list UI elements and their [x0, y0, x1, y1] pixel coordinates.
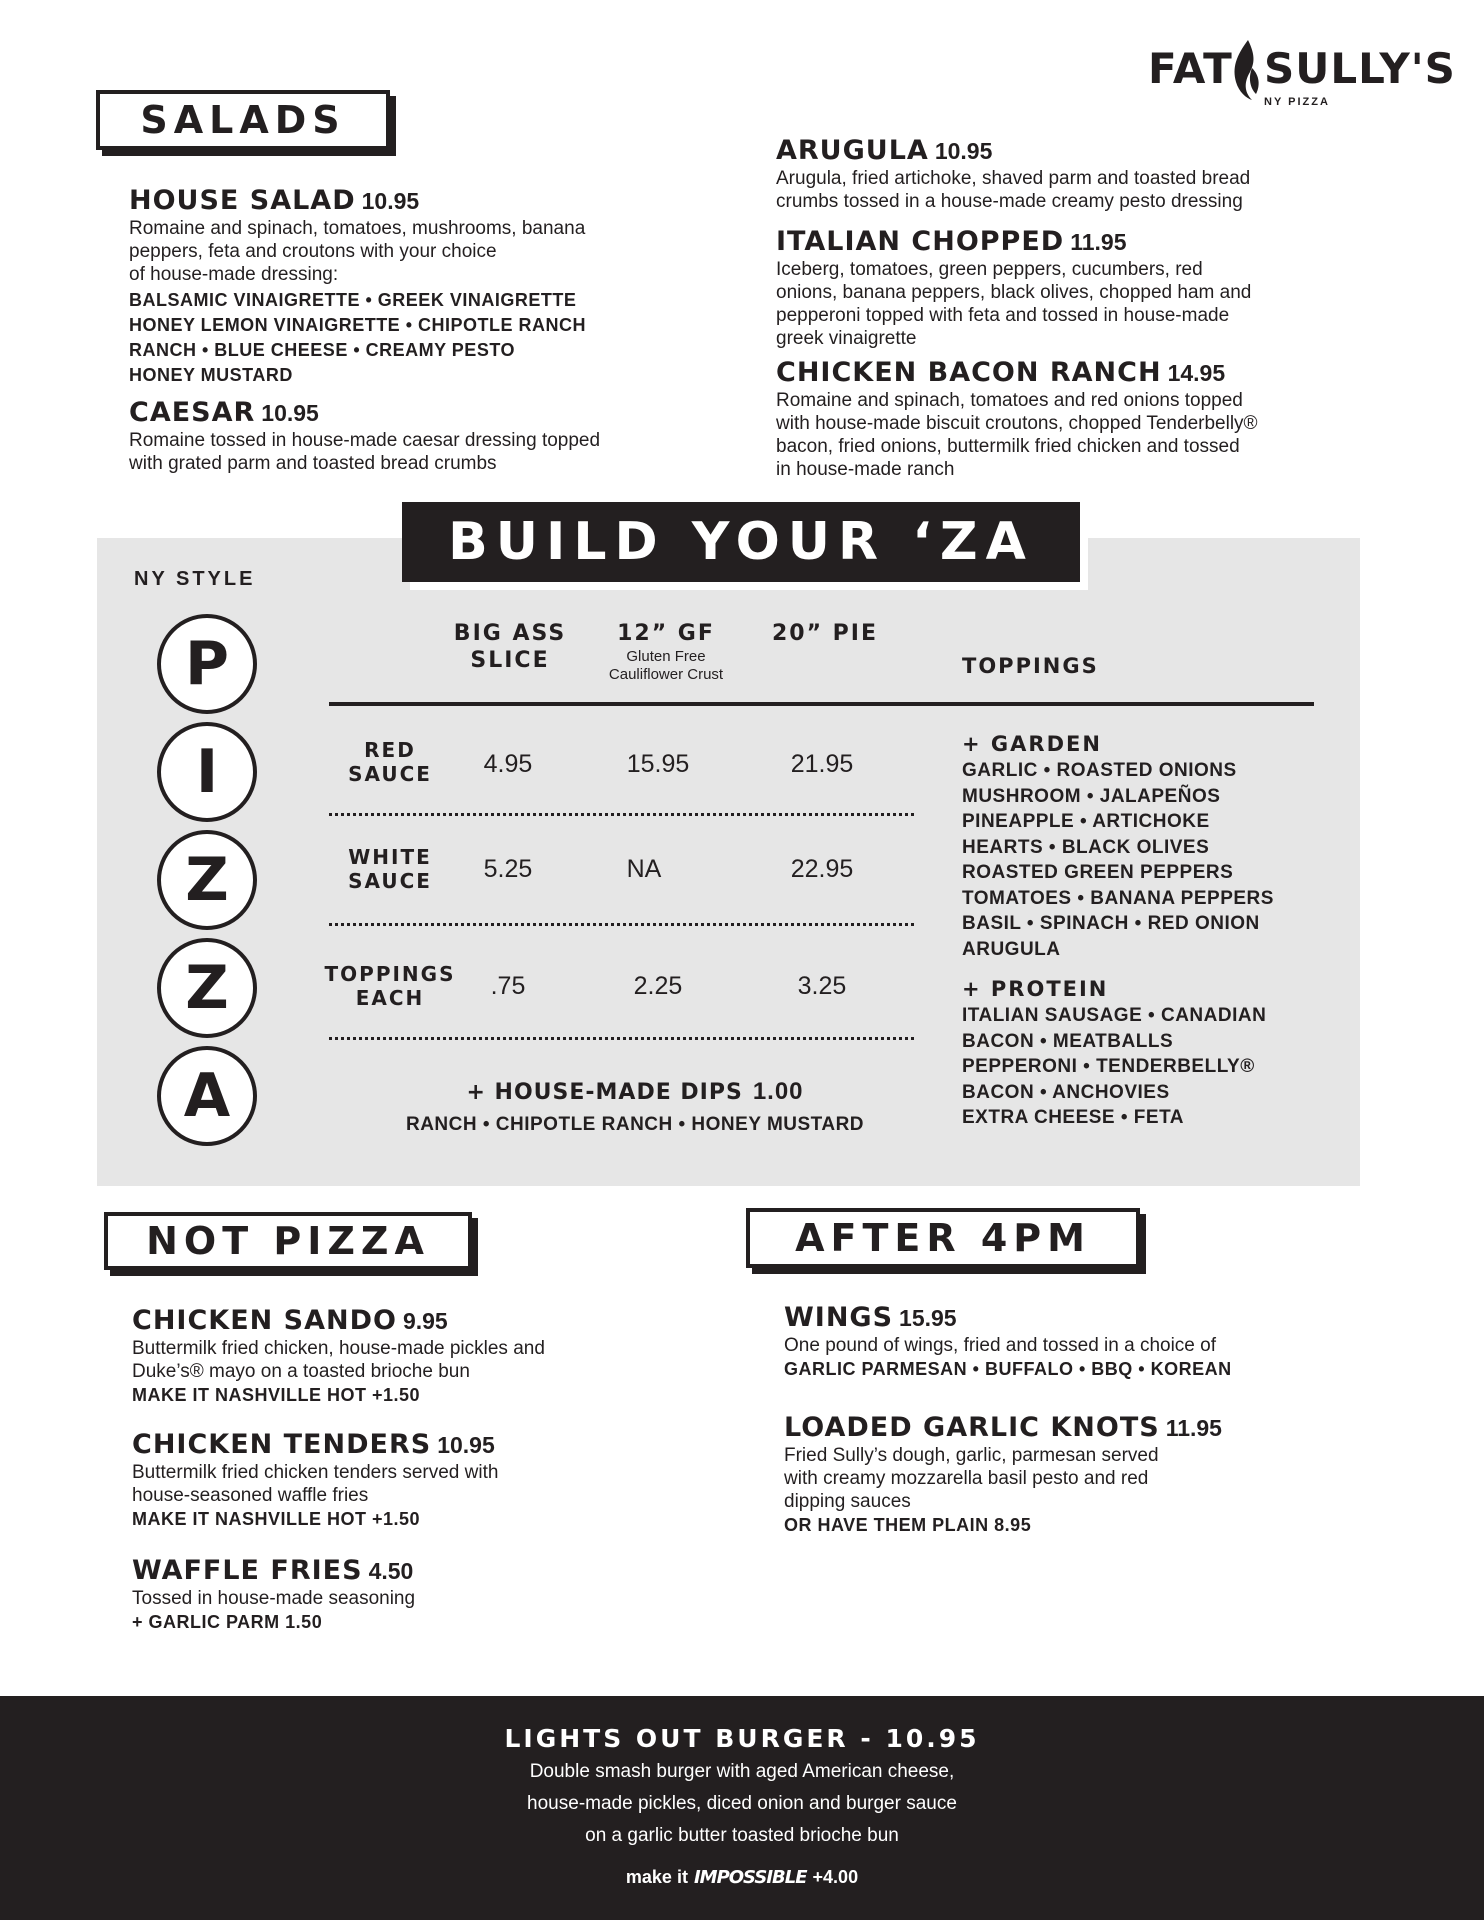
- item-desc-line: in house-made ranch: [776, 459, 955, 480]
- item-desc-line: dipping sauces: [784, 1491, 911, 1512]
- row-label-line: WHITE: [348, 845, 432, 869]
- item-extra: + GARLIC PARM 1.50: [132, 1612, 323, 1632]
- burger-desc-line: on a garlic butter toasted brioche bun: [585, 1825, 899, 1846]
- item-price: 15.95: [899, 1305, 957, 1331]
- pizza-letter-p: P: [157, 614, 257, 714]
- price-cell: 5.25: [483, 855, 533, 883]
- topping-line: HEARTS • BLACK OLIVES: [962, 836, 1210, 858]
- col-subhead-gf: [566, 648, 766, 684]
- item-price: 10.95: [437, 1432, 495, 1458]
- menu-item-wings: [784, 1302, 1384, 1382]
- menu-item-house-salad: [129, 185, 709, 388]
- garden-toppings: [962, 758, 1274, 962]
- after-4pm-heading: AFTER 4PM: [746, 1208, 1140, 1268]
- item-desc-line: Duke’s® mayo on a toasted brioche bun: [132, 1361, 470, 1382]
- row-label-red-sauce: [320, 738, 460, 786]
- burger-title: LIGHTS OUT BURGER - 10.95: [504, 1724, 980, 1753]
- col-head-slice: [440, 620, 580, 674]
- impossible-logo: IMPOSSIBLE: [693, 1867, 807, 1888]
- topping-line: ROASTED GREEN PEPPERS: [962, 862, 1234, 883]
- item-price: 10.95: [934, 138, 993, 164]
- item-name: CAESAR: [129, 397, 256, 428]
- burger-make-it: make it: [625, 1867, 688, 1887]
- topping-line: BACON • ANCHOVIES: [962, 1081, 1170, 1103]
- brand-name-right: SULLY'S: [1264, 44, 1456, 93]
- item-desc-line: One pound of wings, fried and tossed in a choice of: [784, 1335, 1216, 1356]
- header-rule: [329, 702, 1314, 706]
- item-desc-line: onions, banana peppers, black olives, chopped ham and: [776, 282, 1252, 303]
- topping-line: ITALIAN SAUSAGE • CANADIAN: [962, 1005, 1267, 1026]
- item-desc-line: pepperoni topped with feta and tossed in house-made: [776, 305, 1230, 326]
- dotted-divider: [329, 923, 914, 926]
- burger-upgrade-price: +4.00: [812, 1867, 859, 1887]
- item-desc-line: Buttermilk fried chicken tenders served with: [132, 1462, 499, 1483]
- menu-item-caesar: [129, 397, 709, 475]
- house-made-dips: [330, 1078, 940, 1136]
- row-label-line: SAUCE: [348, 869, 432, 893]
- item-name: HOUSE SALAD: [129, 185, 356, 216]
- item-name: CHICKEN SANDO: [132, 1305, 397, 1336]
- item-desc-line: Iceberg, tomatoes, green peppers, cucumbers, red: [776, 259, 1203, 280]
- build-heading: BUILD YOUR ‘ZA: [402, 502, 1080, 582]
- col-head-pie: 20” PIE: [771, 621, 879, 646]
- col-head-toppings: TOPPINGS: [962, 654, 1099, 678]
- item-name: CHICKEN TENDERS: [132, 1429, 432, 1460]
- item-desc-line: with grated parm and toasted bread crumbs: [129, 453, 497, 474]
- item-desc-line: bacon, fried onions, buttermilk fried chicken and tossed: [776, 436, 1240, 457]
- menu-item-garlic-knots: [784, 1412, 1384, 1538]
- brand-name-left: FAT: [1148, 44, 1233, 93]
- price-cell: .75: [490, 972, 526, 1000]
- burger-impossible-upgrade: [0, 1867, 1484, 1888]
- item-desc-line: Tossed in house-made seasoning: [132, 1588, 416, 1609]
- pizza-letter-z: Z: [157, 830, 257, 930]
- col-sub-line: Gluten Free: [626, 648, 706, 665]
- item-name: LOADED GARLIC KNOTS: [784, 1412, 1160, 1443]
- pizza-letter-i: I: [157, 722, 257, 822]
- price-cell: 4.95: [483, 750, 533, 778]
- item-name: WAFFLE FRIES: [132, 1555, 363, 1586]
- dips-price: 1.00: [752, 1078, 804, 1105]
- topping-line: BACON • MEATBALLS: [962, 1030, 1174, 1052]
- dressing-line: BALSAMIC VINAIGRETTE • GREEK VINAIGRETTE: [129, 290, 577, 310]
- burger-desc-line: house-made pickles, diced onion and burger sauce: [527, 1793, 957, 1814]
- item-price: 10.95: [361, 188, 420, 214]
- item-desc-line: greek vinaigrette: [776, 328, 917, 349]
- menu-item-chicken-bacon-ranch: [776, 357, 1396, 481]
- topping-line: GARLIC • ROASTED ONIONS: [962, 760, 1237, 781]
- col-head-line: BIG ASS: [453, 621, 567, 646]
- item-name: ARUGULA: [776, 135, 929, 166]
- topping-line: PEPPERONI • TENDERBELLY®: [962, 1056, 1255, 1077]
- row-label-line: TOPPINGS: [324, 962, 456, 986]
- topping-line: BASIL • SPINACH • RED ONION: [962, 913, 1260, 934]
- row-label-line: EACH: [355, 986, 425, 1010]
- item-desc-line: of house-made dressing:: [129, 264, 339, 285]
- dips-list: RANCH • CHIPOTLE RANCH • HONEY MUSTARD: [405, 1114, 865, 1135]
- col-head-gf: 12” GF: [617, 621, 715, 646]
- item-price: 10.95: [261, 400, 319, 426]
- item-desc-line: house-seasoned waffle fries: [132, 1485, 369, 1506]
- dotted-divider: [329, 813, 914, 816]
- item-price: 11.95: [1165, 1415, 1222, 1441]
- item-desc-line: Buttermilk fried chicken, house-made pickles and: [132, 1338, 545, 1359]
- dips-name: + HOUSE-MADE DIPS: [466, 1080, 743, 1105]
- dotted-divider: [329, 1037, 914, 1040]
- price-cell: 21.95: [790, 750, 854, 778]
- menu-item-italian-chopped: [776, 226, 1396, 350]
- item-price: 4.50: [368, 1558, 414, 1584]
- row-label-line: RED: [364, 738, 416, 762]
- item-name: WINGS: [784, 1302, 894, 1333]
- topping-line: ARUGULA: [962, 938, 1061, 960]
- item-desc-line: Romaine tossed in house-made caesar dressing topped: [129, 430, 601, 451]
- price-cell: 3.25: [797, 972, 847, 1000]
- price-cell: 15.95: [626, 750, 690, 778]
- brand-subtitle: NY PIZZA: [1264, 96, 1330, 108]
- item-extra: OR HAVE THEM PLAIN 8.95: [784, 1515, 1032, 1535]
- topping-line: TOMATOES • BANANA PEPPERS: [962, 887, 1274, 909]
- burger-desc-line: Double smash burger with aged American cheese,: [529, 1761, 955, 1782]
- item-extra: MAKE IT NASHVILLE HOT +1.50: [132, 1509, 421, 1529]
- menu-item-chicken-tenders: [132, 1429, 692, 1532]
- row-label-toppings-each: [320, 962, 460, 1010]
- price-cell: 2.25: [633, 972, 683, 1000]
- not-pizza-heading: NOT PIZZA: [104, 1212, 472, 1270]
- item-desc-line: Fried Sully’s dough, garlic, parmesan served: [784, 1445, 1159, 1466]
- item-price: 14.95: [1167, 360, 1226, 386]
- item-extra: GARLIC PARMESAN • BUFFALO • BBQ • KOREAN: [784, 1359, 1232, 1379]
- protein-toppings: [962, 1003, 1266, 1131]
- col-head-line: SLICE: [470, 648, 550, 673]
- ny-style-label: NY STYLE: [134, 568, 256, 590]
- topping-line: PINEAPPLE • ARTICHOKE: [962, 811, 1210, 832]
- price-cell: NA: [626, 855, 662, 883]
- dressing-line: RANCH • BLUE CHEESE • CREAMY PESTO: [129, 340, 515, 360]
- item-desc-line: peppers, feta and croutons with your choice: [129, 241, 497, 262]
- topping-line: MUSHROOM • JALAPEÑOS: [962, 785, 1221, 807]
- item-extra: MAKE IT NASHVILLE HOT +1.50: [132, 1385, 421, 1405]
- brand-logo: [1148, 36, 1456, 112]
- menu-item-chicken-sando: [132, 1305, 692, 1408]
- menu-item-waffle-fries: [132, 1555, 692, 1635]
- pizza-letter-a: A: [157, 1046, 257, 1146]
- row-label-white-sauce: [320, 845, 460, 893]
- col-sub-line: Cauliflower Crust: [608, 666, 724, 683]
- item-price: 11.95: [1070, 229, 1127, 255]
- item-desc-line: with house-made biscuit croutons, chopped Tenderbelly®: [776, 413, 1258, 434]
- topping-line: EXTRA CHEESE • FETA: [962, 1107, 1185, 1128]
- garden-heading: + GARDEN: [962, 732, 1102, 756]
- pizza-letter-z2: Z: [157, 938, 257, 1038]
- menu-item-arugula: [776, 135, 1396, 213]
- flame-icon: [1230, 38, 1262, 102]
- item-desc-line: with creamy mozzarella basil pesto and red: [784, 1468, 1149, 1489]
- item-desc-line: crumbs tossed in a house-made creamy pesto dressing: [776, 191, 1243, 212]
- protein-heading: + PROTEIN: [962, 977, 1109, 1001]
- item-desc-line: Arugula, fried artichoke, shaved parm and toasted bread: [776, 168, 1251, 189]
- item-name: ITALIAN CHOPPED: [776, 226, 1065, 257]
- item-desc-line: Romaine and spinach, tomatoes and red onions topped: [776, 390, 1243, 411]
- item-desc-line: Romaine and spinach, tomatoes, mushrooms, banana: [129, 218, 586, 239]
- item-price: 9.95: [402, 1308, 448, 1334]
- price-cell: 22.95: [790, 855, 854, 883]
- row-label-line: SAUCE: [348, 762, 432, 786]
- dressing-line: HONEY MUSTARD: [129, 365, 293, 385]
- item-name: CHICKEN BACON RANCH: [776, 357, 1162, 388]
- lights-out-burger-banner: [0, 1696, 1484, 1920]
- dressing-line: HONEY LEMON VINAIGRETTE • CHIPOTLE RANCH: [129, 315, 586, 335]
- salads-heading: SALADS: [96, 90, 390, 150]
